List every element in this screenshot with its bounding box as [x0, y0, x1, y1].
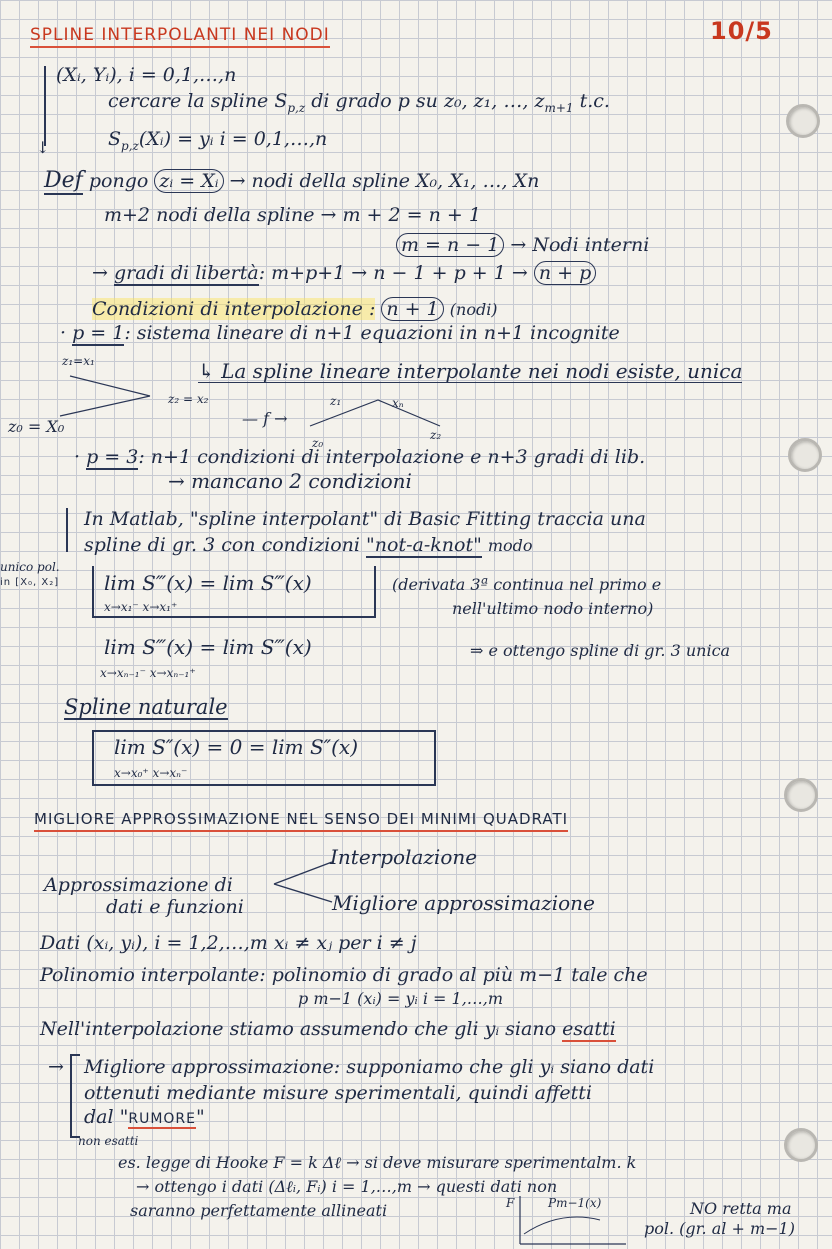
sketch-label: z₀ = X₀ [8, 417, 65, 436]
lim-note-1: (derivata 3ª continua nel primo e [392, 575, 662, 594]
approx-label-2: dati e funzioni [106, 896, 244, 918]
no-retta-note: NO retta ma [690, 1199, 792, 1218]
approx-label-1: Approssimazione di [44, 874, 233, 896]
spline-subscript: p,z [287, 100, 306, 115]
lim-note-2: nell'ultimo nodo interno) [452, 599, 654, 618]
internal-nodes-line: m = n − 1 → Nodi interni [396, 234, 649, 256]
sketch-label: z₂ = x₂ [168, 392, 209, 406]
approx-branch-arrows [270, 856, 340, 912]
natural-spline-eq: lim S″(x) = 0 = lim S″(x) [114, 735, 359, 759]
best-approx-line-2: ottenuti mediante misure sperimentali, quindi affetti [84, 1082, 592, 1104]
p1-line: · p = 1: sistema lineare di n+1 equazioni in n+1 incognite [60, 322, 620, 344]
sketch-label: z₁ [330, 394, 342, 408]
sketch-label: F [506, 1196, 515, 1210]
section-title: MIGLIORE APPROSSIMAZIONE NEL SENSO DEI MINIMI QUADRATI [34, 808, 568, 832]
poly-degree-note: pol. (gr. al + m−1) [644, 1219, 795, 1238]
p3-line: · p = 3: n+1 condizioni di interpolazione e n+3 gradi di lib. [74, 446, 646, 468]
arrow: → [48, 1056, 64, 1078]
binder-hole-3 [784, 778, 818, 812]
lim-eq-1-sub: x→x₁⁻ x→x₁⁺ [104, 600, 178, 614]
binder-hole-1 [786, 104, 820, 138]
natural-spline-sub: x→x₀⁺ x→xₙ⁻ [114, 766, 188, 780]
page-title: SPLINE INTERPOLANTI NEI NODI [30, 24, 330, 48]
margin-note: non esatti [78, 1134, 139, 1148]
matlab-line-1: In Matlab, "spline interpolant" di Basic Fitting traccia una [84, 508, 646, 530]
spline-degree-text: di grado p su z₀, z₁, …, z [311, 90, 545, 112]
data-definition: Dati (xᵢ, yᵢ), i = 1,2,…,m xᵢ ≠ xⱼ per i ≠ j [40, 932, 417, 954]
lim-eq-2: lim S‴(x) = lim S‴(x) [104, 635, 312, 659]
sketch-label: — f → [242, 409, 288, 428]
lim-note-3: ⇒ e ottengo spline di gr. 3 unica [470, 641, 731, 660]
best-approx-label: Migliore approssimazione [332, 891, 595, 915]
matlab-brace [66, 508, 74, 552]
sketch-label: z₀ [312, 436, 324, 450]
lim-eq-2-sub: x→xₙ₋₁⁻ x→xₙ₋₁⁺ [100, 666, 196, 680]
interpolation-label: Interpolazione [330, 845, 478, 869]
binder-hole-4 [784, 1128, 818, 1162]
interp-condition: $S_{p,z}(Xᵢ)$ = yᵢ i = 0,1,…,n [108, 128, 328, 153]
natural-spline-title: Spline naturale [64, 695, 228, 719]
best-approx-line-1: Migliore approssimazione: supponiamo che gli yᵢ siano dati [84, 1056, 655, 1078]
sketch-label: Pm−1(x) [548, 1196, 602, 1210]
data-points: (Xᵢ, Yᵢ), i = 0,1,…,n [56, 64, 237, 86]
lim-eq-1: lim S‴(x) = lim S‴(x) [104, 571, 312, 595]
interp-exact-line: Nell'interpolazione stiamo assumendo che gli yᵢ siano esatti [40, 1018, 616, 1040]
best-approx-bracket [70, 1054, 80, 1138]
last-node-subscript: m+1 [544, 100, 574, 115]
binder-hole-2 [788, 438, 822, 472]
conditions-line: Condizioni di interpolazione : n + 1 (nodi) [92, 298, 498, 320]
page-number: 10/5 [710, 17, 773, 45]
flow-arrow [44, 66, 46, 146]
definition-line: Def pongo zᵢ = Xᵢ → nodi della spline X₀, X₁, …, Xn [44, 168, 540, 193]
spline-search-text: cercare la spline S [108, 90, 288, 112]
margin-note: unico pol. [0, 560, 60, 574]
interp-poly-cond: p m−1 (xᵢ) = yᵢ i = 1,…,m [298, 989, 504, 1008]
p3-missing: → mancano 2 condizioni [168, 469, 412, 493]
p1-result: ↳ La spline lineare interpolante nei nodi esiste, unica [198, 359, 743, 383]
sketch-label: xₙ [392, 396, 404, 410]
linear-spline-sketch [0, 360, 460, 440]
matlab-line-2: spline di gr. 3 con condizioni "not-a-knot" modo [84, 534, 533, 556]
degrees-of-freedom-line: → gradi di libertà: m+p+1 → n − 1 + p + 1 → n + p [92, 262, 596, 284]
sketch-label: z₂ [430, 428, 442, 442]
tc-text: t.c. [579, 90, 610, 112]
sketch-label: z₁=x₁ [62, 354, 95, 368]
nodes-count-line: m+2 nodi della spline → m + 2 = n + 1 [104, 204, 481, 226]
hooke-line-2: → ottengo i dati (Δℓᵢ, Fᵢ) i = 1,…,m → questi dati non [136, 1177, 558, 1196]
margin-note: in [X₀, X₂] [0, 577, 60, 588]
hooke-line-1: es. legge di Hooke F = k Δℓ → si deve misurare sperimentalm. k [118, 1153, 637, 1172]
hooke-line-3: saranno perfettamente allineati [130, 1201, 388, 1220]
spline-search-line [108, 90, 610, 119]
interp-poly-line: Polinomio interpolante: polinomio di grado al più m−1 tale che [40, 964, 648, 986]
flow-arrow-head: ↓ [36, 138, 50, 157]
best-approx-line-3: dal "RUMORE" [84, 1106, 205, 1128]
